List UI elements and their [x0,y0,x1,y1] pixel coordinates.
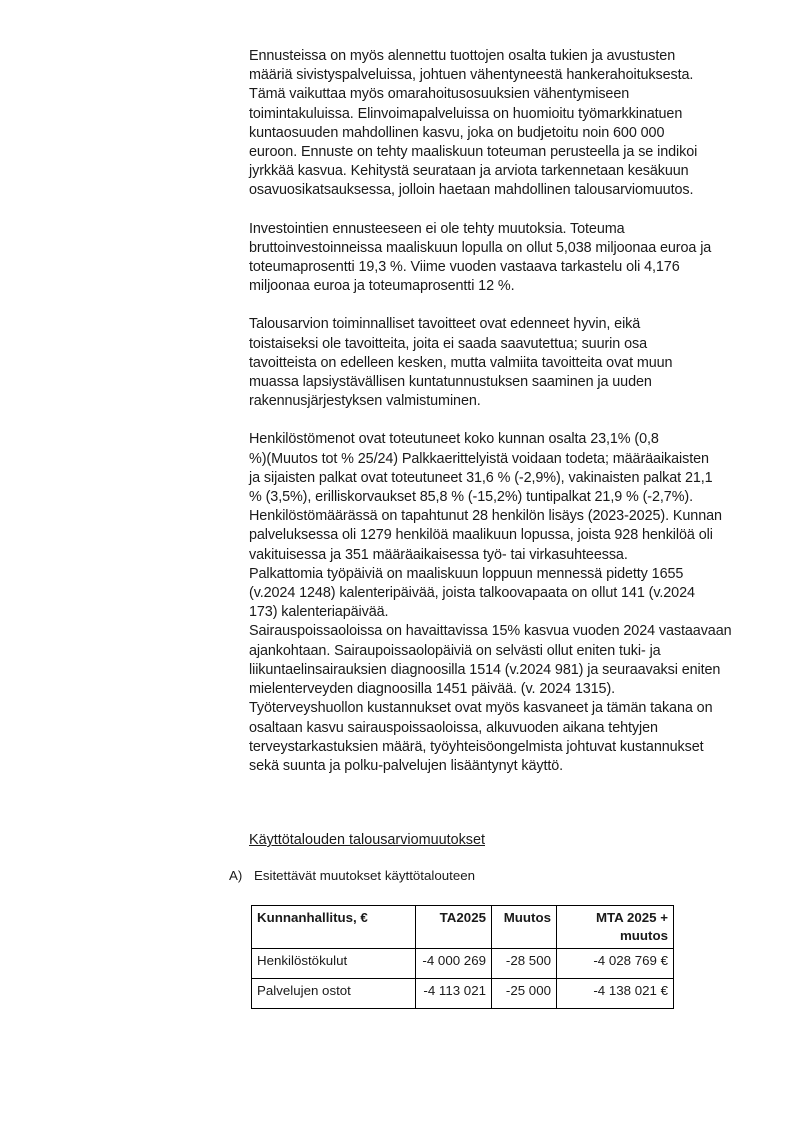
paragraph-goals: Talousarvion toiminnalliset tavoitteet ovat edenneet hyvin, eikä toistaiseksi ole tavoitteita, joita ei saada saavutettua; suurin osa tavoitteista on edelleen kesken, mutta valmiita tavoitteita ovat muun muassa lapsiystävällisen kuntatunnustuksen saaminen ja uuden rakennusjärjestyksen valmistuminen. [249,316,673,410]
header-cell: Muutos [492,906,557,949]
list-item [229,867,475,885]
table-cell: Palvelujen ostot [252,979,416,1009]
table-cell: -4 028 769 € [557,949,674,979]
paragraph-personnel: Henkilöstömenot ovat toteutuneet koko kunnan osalta 23,1% (0,8 %)(Muutos tot % 25/24) Palkkaerittelyistä voidaan todeta; määräaikaisten ja sijaisten palkat ovat toteutuneet 31,6 % (-2,9%), vakinaisten palkat 21,1 % (3,5%), erilliskorvaukset 85,8 % (-15,2%) tuntipalkat 21,9 % (-2,7%). Henkilöstömäärässä on tapahtunut 28 henkilön lisäys (2023-2025). Kunnan palveluksessa oli 1279 henkilöä maalikuun lopussa, joista 928 henkilöä oli vakituisessa ja 351 määräaikaisessa työ- tai virkasuhteessa. Palkattomia työpäiviä on maaliskuun loppuun mennessä pidetty 1655 (v.2024 1248) kalenteripäivää, joista talkoovapaata on ollut 141 (v.2024 173) kalenteriapäivää. Sairauspoissaoloissa on havaittavissa 15% kasvua vuoden 2024 vastaavaan ajankohtaan. Sairaupoissaolopäiviä on selvästi ollut eniten tuki- ja liikuntaelinsairauksien diagnoosilla 1514 (v.2024 981) ja seuraavaksi eniten mielenterveyden diagnoosilla 1451 päivää. (v. 2024 1315). Työterveyshuollon kustannukset ovat myös kasvaneet ja tämän takana on osaltaan kasvu sairauspoissaoloissa, alkuvuoden aikana tehtyjen terveystarkastuksien määrä, työyhteisöongelmista johtuvat kustannukset sekä suunta ja polku-palvelujen lisääntynyt käyttö. [249,431,732,774]
table-cell: -4 000 269 [416,949,492,979]
header-cell: MTA 2025 + muutos [557,906,674,949]
budget-table [251,905,674,1009]
table-header-row [252,906,674,949]
table-row [252,979,674,1009]
list-item-text: Esitettävät muutokset käyttötalouteen [254,868,476,883]
header-cell: TA2025 [416,906,492,949]
body-text [249,47,749,776]
table-row [252,949,674,979]
table-cell: Henkilöstökulut [252,949,416,979]
table-cell: -25 000 [492,979,557,1009]
header-cell: Kunnanhallitus, € [252,906,416,949]
list-marker: A) [229,868,243,883]
table-cell: -4 138 021 € [557,979,674,1009]
table-cell: -4 113 021 [416,979,492,1009]
table-cell: -28 500 [492,949,557,979]
paragraph-forecast: Ennusteissa on myös alennettu tuottojen osalta tukien ja avustusten määriä sivistyspalveluissa, johtuen vähentyneestä hankerahoituksesta. Tämä vaikuttaa myös omarahoitusosuuksien vähentymiseen toimintakuluissa. Elinvoimapalveluissa on huomioitu työmarkkinatuen kuntaosuuden mahdollinen kasvu, joka on budjetoitu noin 600 000 euroon. Ennuste on tehty maaliskuun toteuman perusteella ja se indikoi jyrkkää kasvua. Kehitystä seurataan ja arviota tarkennetaan kesäkuun osavuosikatsauksessa, jolloin haetaan mahdollinen talousarviomuutos. [249,48,698,199]
section-heading: Käyttötalouden talousarviomuutokset [249,832,485,848]
paragraph-investments: Investointien ennusteeseen ei ole tehty muutoksia. Toteuma bruttoinvestoinneissa maaliskuun lopulla on ollut 5,038 miljoonaa euroa ja toteumaprosentti 19,3 %. Viime vuoden vastaava tarkastelu oli 4,176 miljoonaa euroa ja toteumaprosentti 12 %. [249,220,712,295]
